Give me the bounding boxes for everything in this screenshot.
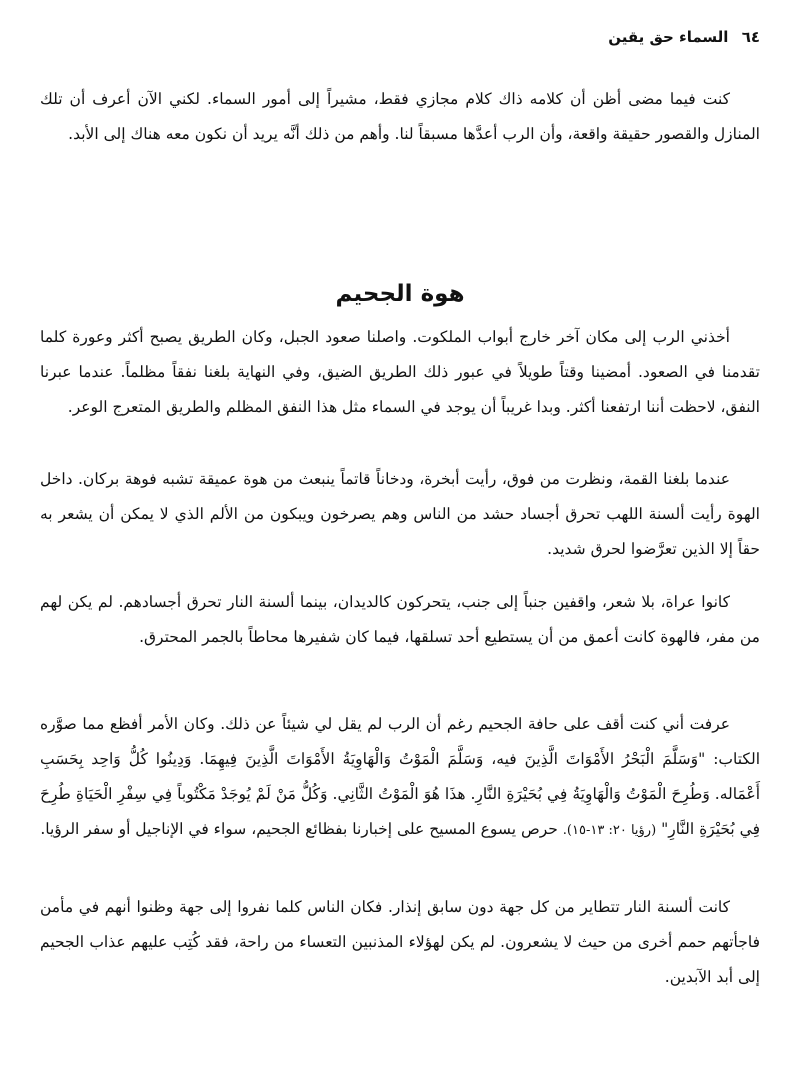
- paragraph: أخذني الرب إلى مكان آخر خارج أبواب الملكوت. واصلنا صعود الجبل، وكان الطريق يصبح أكثر وعورة كلما تقدمنا في الصعود. أمضينا وقتاً طويلاً في عبور ذلك الطريق الضيق، وفي النهاية بلغنا نفقاً مظلماً. عندما عبرنا النفق، لاحظت أننا ارتفعنا أكثر. وبدا غريباً أن يوجد في السماء مثل هذا النفق المظلم والطريق المتعرج الوعر.: [40, 328, 760, 416]
- page-number: ٦٤: [741, 28, 760, 46]
- scripture-reference: (رؤيا ٢٠: ١٣-١٥).: [562, 823, 657, 838]
- paragraph-block: [40, 320, 760, 425]
- paragraph-block-with-quote: [40, 707, 760, 848]
- intro-paragraph: كنت فيما مضى أظن أن كلامه ذاك كلام مجازي فقط، مشيراً إلى أمور السماء. لكني الآن أعرف أن تلك المنازل والقصور حقيقة واقعة، وأن الرب أعدَّها مسبقاً لنا. وأهم من ذلك أنَّه يريد أن نكون معه هناك إلى الأبد.: [40, 90, 760, 143]
- paragraph-block: [40, 462, 760, 567]
- book-title: السماء حق يقين: [608, 28, 729, 46]
- intro-paragraph-block: [40, 82, 760, 152]
- scripture-quote: "وَسَلَّمَ الْبَحْرُ الأَمْوَاتَ الَّذِينَ فيه، وَسَلَّمَ الْمَوْتُ وَالْهَاوِيَةُ الأَمْوَاتَ الَّذِينَ فِيهِمَا. وَدِينُوا كُلُّ وَاحِد بِحَسَبِ أَعْمَاله. وَطُرِحَ الْمَوْتُ وَالْهَاوِيَةُ فِي بُحَيْرَةِ النَّارِ. هذَا هُوَ الْمَوْتُ الثَّانِي. وَكُلُّ مَنْ لَمْ يُوجَدْ مَكْتُوباً فِي سِفْرِ الْحَيَاةِ طُرِحَ فِي بُحَيْرَةِ النَّارِ": [40, 750, 760, 838]
- paragraph-tail: حرص يسوع المسيح على إخبارنا بفظائع الجحيم، سواء في الإناجيل أو سفر الرؤيا.: [40, 820, 558, 838]
- section-heading: هوة الجحيم: [335, 281, 465, 308]
- paragraph-block: [40, 585, 760, 655]
- running-header: [608, 28, 760, 46]
- paragraph: [40, 707, 760, 848]
- paragraph-block: [40, 890, 760, 995]
- paragraph: كانت ألسنة النار تتطاير من كل جهة دون سابق إنذار. فكان الناس كلما نفروا إلى جهة وظنوا أنهم في مأمن فاجأتهم حمم أخرى من حيث لا يشعرون. لم يكن لهؤلاء المذنبين التعساء من راحة، فقد كُتِب عليهم عذاب الجحيم إلى أبد الآبدين.: [40, 898, 760, 986]
- paragraph: عندما بلغنا القمة، ونظرت من فوق، رأيت أبخرة، ودخاناً قاتماً ينبعث من هوة عميقة تشبه فوهة بركان. داخل الهوة رأيت ألسنة اللهب تحرق أجساد حشد من الناس وهم يصرخون ويبكون من الألم الذي لا يمكن أن يشعر به حقاً إلا الذين تعرَّضوا لحرق شديد.: [40, 470, 760, 558]
- paragraph: كانوا عراة، بلا شعر، واقفين جنباً إلى جنب، يتحركون كالديدان، بينما ألسنة النار تحرق أجسادهم. لم يكن لهم من مفر، فالهوة كانت أعمق من أن يستطيع أحد تسلقها، فيما كان شفيرها محاطاً بالجمر المحترق.: [40, 593, 760, 646]
- paragraph-lead: عرفت أني كنت أقف على حافة الجحيم رغم أن الرب لم يقل لي شيئاً عن ذلك. وكان الأمر أفظع مما صوَّره الكتاب:: [40, 715, 760, 768]
